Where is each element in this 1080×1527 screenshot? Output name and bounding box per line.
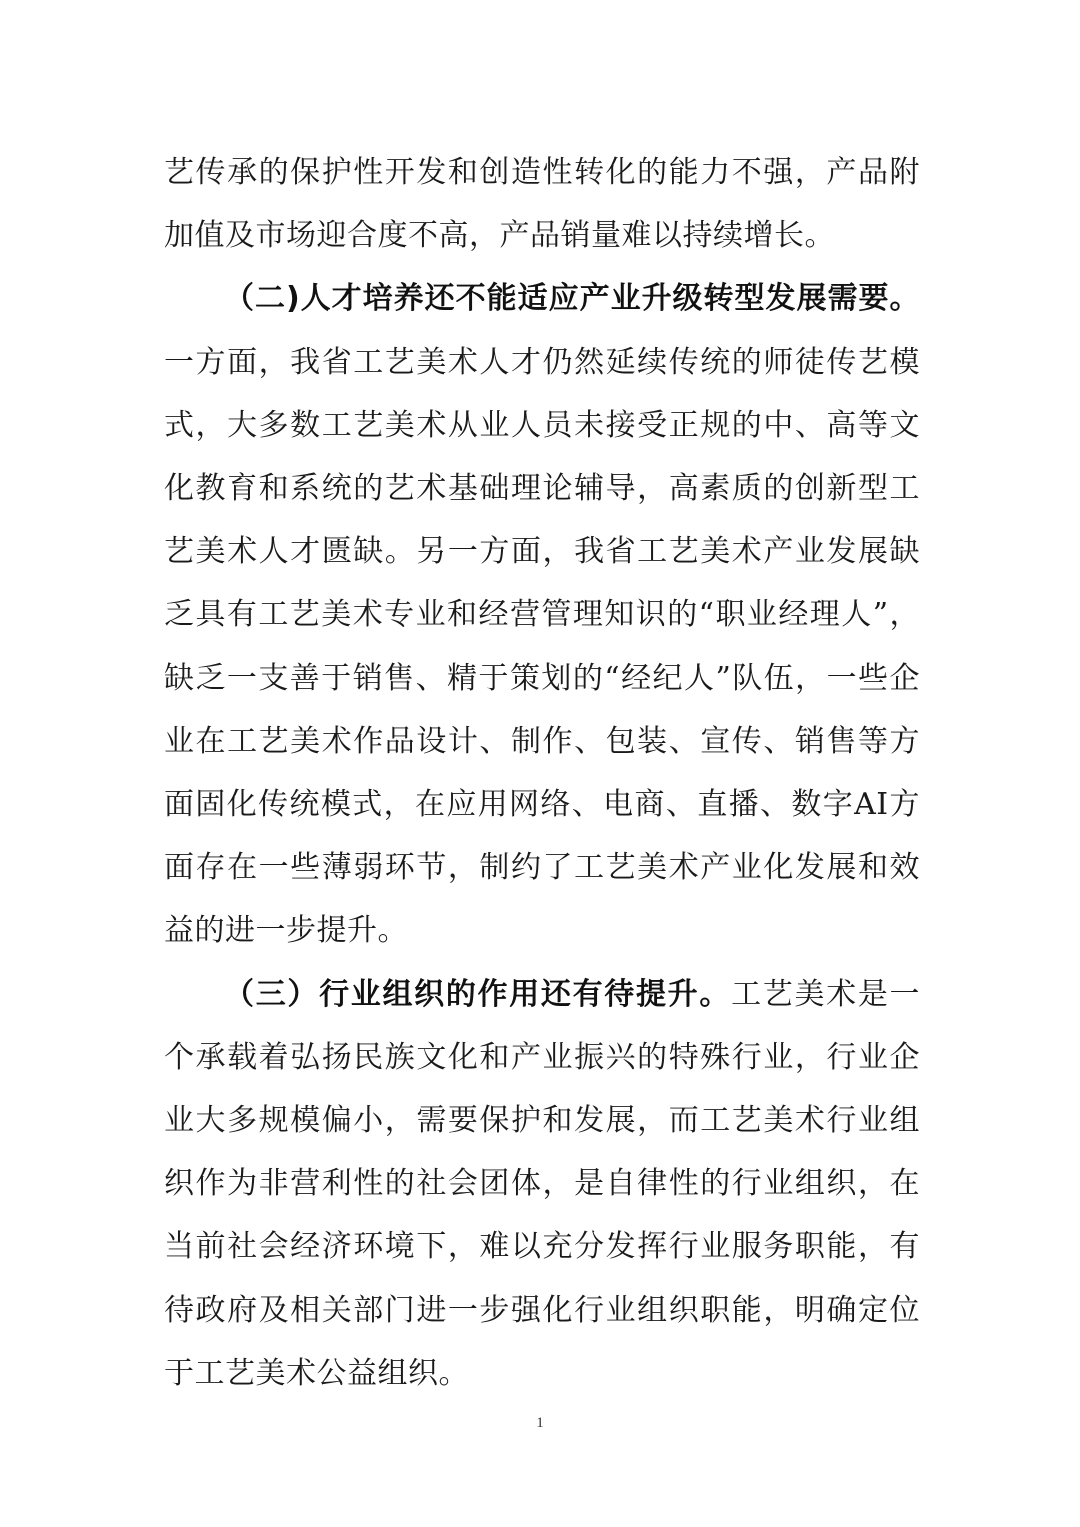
paragraph-text: 艺传承的保护性开发和创造性转化的能力不强，产品附加值及市场迎合度不高，产品销量难以持续增长。 [164,155,920,254]
paragraph-text: 一方面，我省工艺美术人才仍然延续传统的师徒传艺模式，大多数工艺美术从业人员未接受正规的中、高等文化教育和系统的艺术基础理论辅导，高素质的创新型工艺美术人才匮缺。另一方面，我省工艺美术产业发展缺乏具有工艺美术专业和经营管理知识的“职业经理人”，缺乏一支善于销售、精于策划的“经纪人”队伍，一些企业在工艺美术作品设计、制作、包装、宣传、销售等方面固化传统模式，在应用网络、电商、直播、数字AI方面存在一些薄弱环节，制约了工艺美术产业化发展和效益的进一步提升。 [164,344,920,949]
paragraph-industry-organization [164,963,920,1405]
paragraph-continuation [164,141,920,267]
page-number: 1 [536,1415,544,1431]
body-text [164,141,920,1405]
paragraph-text: 工艺美术是一个承载着弘扬民族文化和产业振兴的特殊行业，行业企业大多规模偏小，需要保护和发展，而工艺美术行业组织作为非营利性的社会团体，是自律性的行业组织，在当前社会经济环境下，难以充分发挥行业服务职能，有待政府及相关部门进一步强化行业组织职能，明确定位于工艺美术公益组织。 [164,976,921,1391]
section-heading-industry-organization: （三）行业组织的作用还有待提升。 [224,976,732,1012]
section-heading-talent-training: （二)人才培养还不能适应产业升级转型发展需要。 [224,281,920,317]
paragraph-talent-training [164,267,920,962]
